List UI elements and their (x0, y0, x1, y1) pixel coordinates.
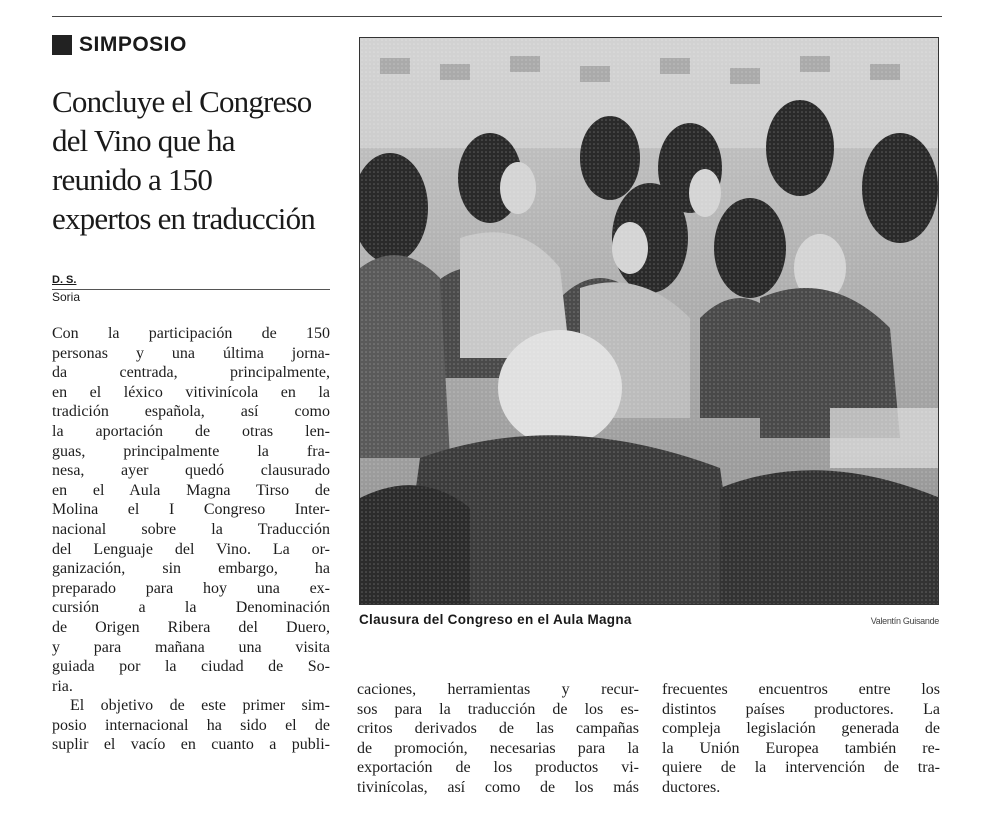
headline (52, 82, 342, 238)
headline-line: expertos en traducción (52, 201, 316, 236)
text-line: de promoción, necesarias para la (357, 739, 639, 757)
text-line: distintos países productores. La (662, 700, 940, 718)
text-line: caciones, herramientas y recur- (357, 681, 639, 698)
byline-place: Soria (52, 290, 81, 304)
text-line: en el Aula Magna Tirso de (52, 481, 330, 499)
text-line: critos derivados de las campañas (357, 720, 639, 738)
text-line: Con la participación de 150 (52, 325, 330, 342)
headline-line: del Vino que ha (52, 123, 235, 158)
body-column-3 (662, 680, 940, 798)
text-line: posio internacional ha sido el de (52, 716, 330, 734)
byline-rule (52, 289, 330, 290)
section-label (52, 33, 187, 57)
text-line: exportación de los productos vi- (357, 759, 639, 777)
text-line: ganización, sin embargo, ha (52, 560, 330, 578)
paragraph-1 (52, 324, 330, 696)
text-line: la Unión Europea también re- (662, 739, 940, 757)
text-line: ductores. (662, 778, 721, 796)
section-square-icon (52, 35, 72, 55)
byline-author: D. S. (52, 274, 77, 286)
body-column-1 (52, 324, 330, 755)
text-line: compleja legislación generada de (662, 720, 940, 738)
text-line: en el léxico vitivinícola en la (52, 383, 330, 401)
text-line: cursión a la Denominación (52, 599, 330, 617)
section-label-text: SIMPOSIO (79, 33, 187, 56)
text-line: frecuentes encuentros entre los (662, 681, 940, 698)
body-column-2 (357, 680, 639, 798)
text-line: del Lenguaje del Vino. La or- (52, 540, 330, 558)
text-line: sos para la traducción de los es- (357, 700, 639, 718)
paragraph-2-cont (357, 680, 639, 798)
headline-line: Concluye el Congreso (52, 84, 312, 119)
text-line: de Origen Ribera del Duero, (52, 618, 330, 636)
text-line: guiada por la ciudad de So- (52, 658, 330, 676)
text-line: quiere de la intervención de tra- (662, 759, 940, 777)
paragraph-2-end (662, 680, 940, 798)
headline-line: reunido a 150 (52, 162, 213, 197)
text-line: ria. (52, 677, 73, 695)
text-line: Molina el I Congreso Inter- (52, 501, 330, 519)
text-line: nacional sobre la Traducción (52, 520, 330, 538)
text-line: El objetivo de este primer sim- (70, 697, 330, 715)
text-line: personas y una última jorna- (52, 344, 330, 362)
text-line: nesa, ayer quedó clausurado (52, 462, 330, 480)
text-line: da centrada, principalmente, (52, 364, 330, 382)
text-line: y para mañana una visita (52, 638, 330, 656)
byline (52, 274, 330, 304)
text-line: tivinícolas, así como de los más (357, 778, 639, 796)
text-line: guas, principalmente la fra- (52, 442, 330, 460)
photo-image (360, 38, 939, 605)
text-line: la aportación de otras len- (52, 422, 330, 440)
text-line: tradición española, así como (52, 403, 330, 421)
text-line: preparado para hoy una ex- (52, 579, 330, 597)
top-rule (52, 16, 942, 17)
photo-caption: Clausura del Congreso en el Aula Magna (359, 612, 632, 627)
article-photo (359, 37, 939, 605)
paragraph-2 (52, 696, 330, 755)
text-line: suplir el vacío en cuanto a publi- (52, 736, 330, 754)
photo-credit: Valentín Guisande (870, 616, 939, 626)
